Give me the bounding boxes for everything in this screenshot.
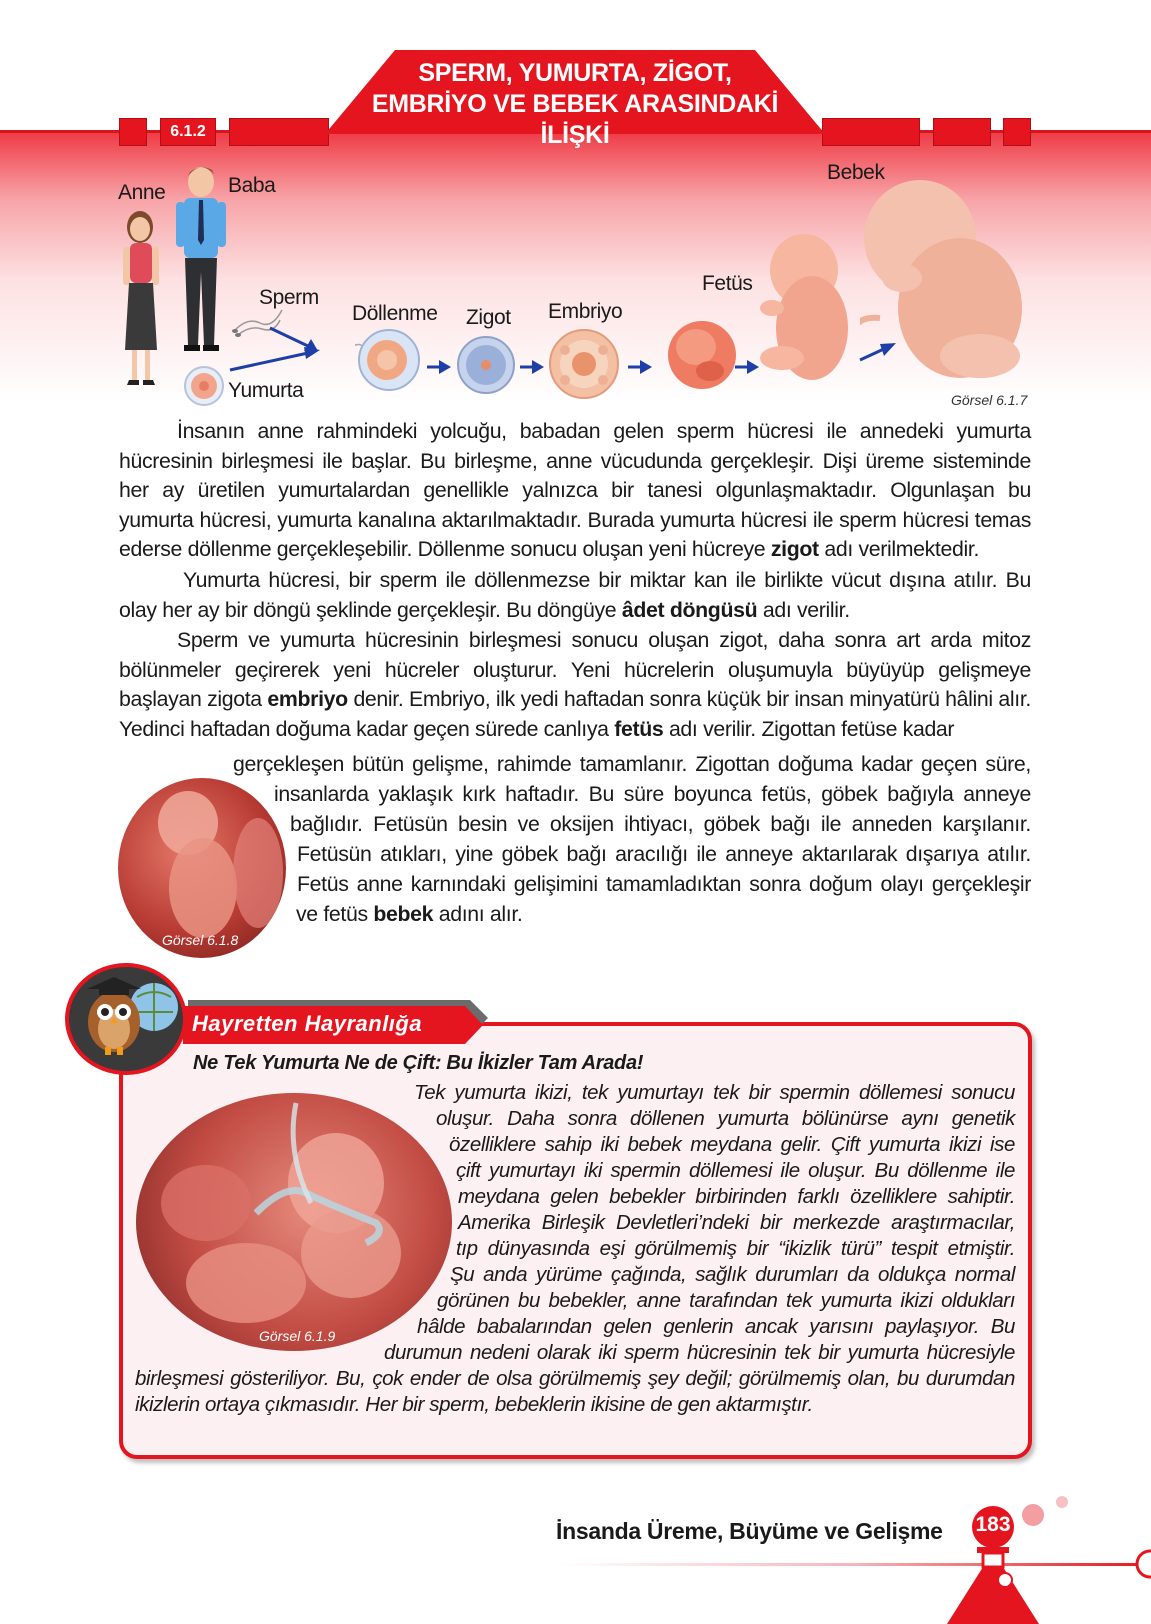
page-title: SPERM, YUMURTA, ZİGOT, EMBRİYO VE BEBEK ARASINDAKİ İLİŞKİ [371, 59, 779, 149]
wrap-line-3: bağlıdır. Fetüsün besin ve oksijen ihtiyacı, göbek bağı ile anneden karşılanır. [290, 812, 1031, 836]
box-line-2: oluşur. Daha sonra döllenen yumurta bölünürse aynı genetik [436, 1107, 1015, 1130]
label-mother: Anne [118, 181, 166, 204]
label-father: Baba [228, 174, 276, 197]
fetus-photo [118, 778, 286, 958]
header-bar-left-1 [119, 118, 147, 146]
box-line-11: durumun nedeni olarak iki sperm hücresinin tek bir yumurta hücresiyle [384, 1341, 1015, 1364]
flask-page-badge [945, 1485, 1151, 1624]
wrap-line-1: gerçekleşen bütün gelişme, rahimde tamamlanır. Zigottan doğuma kadar geçen süre, [233, 752, 1031, 776]
figure-caption-618: Görsel 6.1.8 [162, 932, 239, 948]
box-line-6: Amerika Birleşik Devletleri’ndeki bir merkezde araştırmacılar, [458, 1211, 1015, 1234]
figure-caption-619: Görsel 6.1.9 [259, 1328, 336, 1344]
header-bar-right-3 [1003, 118, 1031, 146]
box-subtitle: Ne Tek Yumurta Ne de Çift: Bu İkizler Tam Arada! [193, 1052, 644, 1074]
paragraph-1: İnsanın anne rahmindeki yolcuğu, babadan gelen sperm hücresi ile annedeki yumurta hücresinin birleşmesi ile başlar. Bu birleşme, anne vücudunda gerçekleşir. Dişi üreme sisteminde her ay üretilen yumurtalardan genellikle yalnızca bir tanesi olgunlaşmaktadır. Olgunlaşan bu yumurta hücresi, yumurta kanalına aktarılmaktadır. Burada yumurta hücresi ile sperm hücresi temas ederse döllenme gerçekleşebilir. Döllenme sonucu oluşan yeni hücreye zigot adı verilmektedir. [119, 419, 1031, 562]
label-fetus: Fetüs [702, 272, 753, 295]
arrow-icon [520, 358, 546, 376]
header-bar-right-1 [822, 118, 920, 146]
box-line-7: tıp dünyasında eşi görülmemiş bir “ikizlik türü” tespit etmiştir. [456, 1237, 1015, 1260]
box-line-12: birleşmesi gösteriliyor. Bu, çok ender de olsa görülmemiş şey değil; görülmemiş olan, bu durumdan [135, 1367, 1015, 1390]
wrap-line-4: Fetüsün atıkları, yine göbek bağı aracılığı ile anneye aktarılarak dışarıya atılır. [297, 842, 1031, 866]
wrap-line-5: Fetüs anne karnındaki gelişimini tamamladıktan sonra doğum olayı gerçekleşir [297, 872, 1031, 896]
embryo-cell-icon [547, 328, 622, 400]
box-tab-title: Hayretten Hayranlığa [192, 1011, 423, 1036]
box-line-13: ikizlerin ortaya çıkmasıdır. Her bir sperm, bebeklerin ikisine de gen aktarmıştır. [135, 1393, 813, 1416]
baby-fetus-figure [860, 178, 1040, 388]
arrow-icon [228, 345, 323, 375]
box-line-5: meydana gelen bebekler birbirinden farklı özelliklere sahiptir. [458, 1185, 1015, 1208]
twins-photo [136, 1093, 452, 1351]
box-line-1: Tek yumurta ikizi, tek yumurtayı tek bir spermin döllemesi sonucu [414, 1081, 1015, 1104]
paragraph-2: Yumurta hücresi, bir sperm ile döllenmezse bir miktar kan ile birlikte vücut dışına atılır. Bu olay her ay bir döngü şeklinde gerçekleşir. Bu döngüye âdet döngüsü adı verilir. [119, 568, 1031, 622]
wrap-line-2: insanlarda yaklaşık kırk haftadır. Bu süre boyunca fetüs, göbek bağıyla anneye [274, 782, 1031, 806]
chapter-title: İnsanda Üreme, Büyüme ve Gelişme [556, 1518, 943, 1544]
label-embryo: Embriyo [548, 300, 623, 323]
wrap-line-6: ve fetüs bebek adını alır. [296, 902, 523, 926]
label-zygote: Zigot [466, 306, 511, 329]
fertilization-cell-icon [355, 328, 423, 393]
fetus-figure [752, 228, 862, 386]
page-number: 183 [975, 1513, 1011, 1536]
header-bar-left-2 [229, 118, 329, 146]
egg-cell-icon [183, 365, 225, 407]
early-fetus-icon [660, 315, 740, 395]
arrow-icon [427, 358, 453, 376]
box-line-9: görünen bu bebekler, anne tarafından tek yumurta ikizi oldukları [437, 1289, 1015, 1312]
box-line-10: hâlde babalarından gelen genlerin ancak yarısını paylaşıyor. Bu [417, 1315, 1015, 1338]
box-line-8: Şu anda yürüme çağında, sağlık durumları da oldukça normal [450, 1263, 1015, 1286]
section-number: 6.1.2 [160, 118, 216, 146]
label-sperm: Sperm [259, 286, 319, 309]
header-bar-right-2 [933, 118, 991, 146]
paragraph-3: Sperm ve yumurta hücresinin birleşmesi sonucu oluşan zigot, daha sonra art arda mitoz bölünmeler geçirerek yeni hücreler oluşturur. Yeni hücrelerin oluşumuyla büyüyüp gelişmeye başlayan zigota embriyo denir. Embriyo, ilk yedi haftadan sonra küçük bir insan minyatürü hâlini alır. Yedinci haftadan doğuma kadar geçen sürede canlıya fetüs adı verilir. Zigottan fetüse kadar [119, 628, 1031, 741]
box-line-4: çift yumurtayı iki spermin döllemesi ile oluşur. Bu döllenme ile [456, 1159, 1015, 1182]
label-egg: Yumurta [228, 379, 304, 402]
figure-caption-617: Görsel 6.1.7 [951, 392, 1028, 408]
box-line-3: özelliklere sahip iki bebek meydana gelir. Çift yumurta ikizi ise [449, 1133, 1015, 1156]
zygote-cell-icon [456, 335, 516, 395]
label-fertilization: Döllenme [352, 302, 438, 325]
father-figure [168, 160, 233, 360]
label-baby: Bebek [827, 161, 885, 184]
arrow-icon [628, 358, 654, 376]
mother-figure [115, 205, 175, 400]
owl-mascot-badge [65, 963, 187, 1075]
owl-icon [69, 967, 183, 1071]
